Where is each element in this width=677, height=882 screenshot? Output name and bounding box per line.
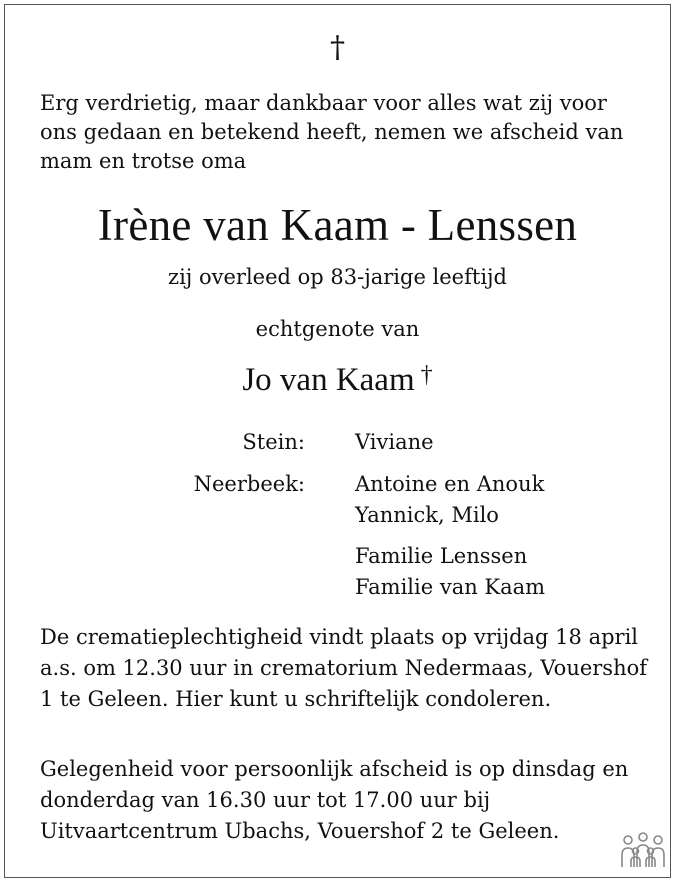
dagger-icon: † bbox=[420, 362, 433, 388]
cross-symbol: † bbox=[330, 30, 345, 65]
family-van-kaam: Familie van Kaam bbox=[355, 575, 546, 599]
family-lenssen: Familie Lenssen bbox=[355, 544, 528, 568]
family-names-neerbeek-1: Antoine en Anouk bbox=[355, 472, 545, 496]
intro-text: Erg verdrietig, maar dankbaar voor alles wat zij voor ons gedaan en betekend heeft, nemen we afscheid van mam en trotse oma bbox=[40, 91, 624, 173]
spouse-name: Jo van Kaam bbox=[242, 362, 415, 398]
spouse-label: echtgenote van bbox=[255, 317, 420, 341]
farewell-paragraph: Gelegenheid voor persoonlijk afscheid is op dinsdag en donderdag van 16.30 uur tot 17.00 uur bij Uitvaartcentrum Ubachs, Vouershof 2 te Geleen. bbox=[40, 757, 629, 843]
family-logo-icon bbox=[618, 831, 668, 871]
deceased-name: Irène van Kaam - Lenssen bbox=[97, 200, 578, 250]
obituary-card bbox=[4, 4, 671, 878]
spouse-line bbox=[5, 355, 670, 400]
age-line: zij overleed op 83-jarige leeftijd bbox=[168, 265, 507, 289]
family-place-neerbeek: Neerbeek: bbox=[193, 472, 305, 496]
family-names-stein: Viviane bbox=[355, 430, 434, 454]
cremation-paragraph: De crematieplechtigheid vindt plaats op vrijdag 18 april a.s. om 12.30 uur in crematorium Nedermaas, Vouershof 1 te Geleen. Hier kunt u schriftelijk condoleren. bbox=[40, 625, 648, 711]
family-place-stein: Stein: bbox=[242, 430, 305, 454]
family-names-neerbeek-2: Yannick, Milo bbox=[355, 503, 499, 527]
